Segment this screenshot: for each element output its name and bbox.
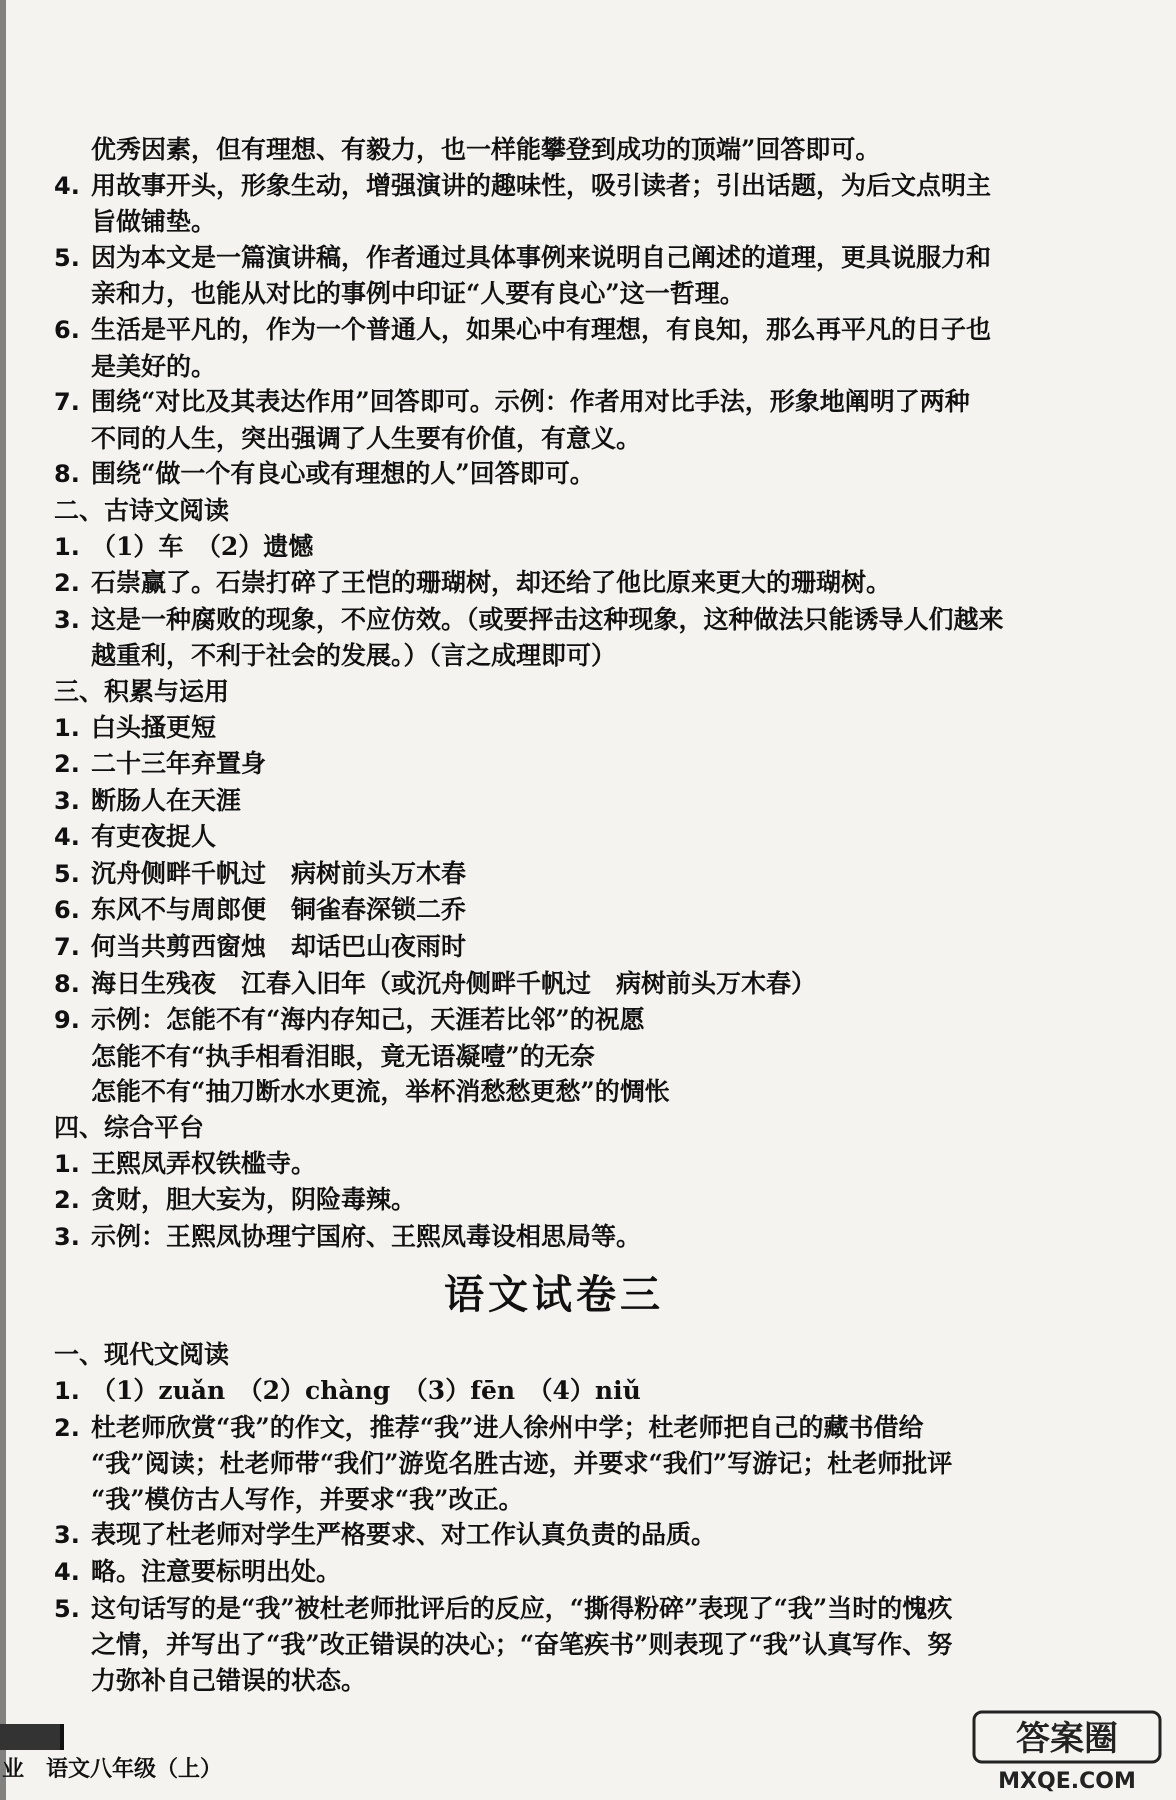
answer-text: 示例：王熙凤协理宁国府、王熙凤毒设相思局等。 bbox=[91, 1221, 642, 1251]
answer-item bbox=[54, 168, 1054, 205]
answer-item bbox=[54, 856, 1054, 893]
answer-line-continuation bbox=[54, 638, 1054, 674]
answer-line-continuation bbox=[54, 421, 1054, 457]
answer-item bbox=[54, 456, 1054, 493]
answer-text: 优秀因素，但有理想、有毅力，也一样能攀登到成功的顶端”回答即可。 bbox=[91, 135, 881, 164]
answer-line-continuation bbox=[54, 1039, 1054, 1075]
answer-line-continuation bbox=[54, 276, 1054, 312]
answer-text: “我”阅读；杜老师带“我们”游览名胜古迹，并要求“我们”写游记；杜老师批评 bbox=[91, 1449, 953, 1479]
item-number: 2. bbox=[54, 1413, 80, 1442]
item-number: 9. bbox=[54, 1006, 80, 1035]
item-number: 5. bbox=[54, 1594, 80, 1623]
answer-text: 略。注意要标明出处。 bbox=[91, 1556, 342, 1586]
section-heading: 一、现代文阅读 bbox=[54, 1340, 230, 1370]
answer-text: 石崇赢了。石崇打碎了王恺的珊瑚树，却还给了他比原来更大的珊瑚树。 bbox=[91, 568, 892, 598]
answer-text: 白头搔更短 bbox=[91, 712, 217, 742]
answer-text: 王熙凤弄权铁槛寺。 bbox=[91, 1148, 317, 1178]
answer-item bbox=[54, 892, 1054, 929]
item-number: 3. bbox=[54, 786, 80, 815]
watermark-top-text: 答案圈 bbox=[1016, 1719, 1118, 1759]
item-number: 1. bbox=[54, 1377, 80, 1405]
item-number: 1. bbox=[54, 713, 80, 742]
answer-line-continuation bbox=[54, 1482, 1054, 1518]
item-number: 6. bbox=[54, 315, 80, 344]
answers-exam-three bbox=[54, 1337, 1054, 1698]
item-number: 8. bbox=[54, 969, 80, 998]
item-number: 2. bbox=[54, 569, 80, 598]
item-number: 3. bbox=[54, 1222, 80, 1251]
item-number: 2. bbox=[54, 750, 80, 779]
page-shadow-edge bbox=[0, 0, 6, 1800]
item-number: 3. bbox=[54, 605, 80, 634]
item-number: 4. bbox=[54, 171, 80, 200]
page-number-block bbox=[0, 1724, 64, 1750]
answer-text: “我”模仿古人写作，并要求“我”改正。 bbox=[91, 1484, 524, 1514]
answer-text: 海日生残夜 江春入旧年（或沉舟侧畔千帆过 病树前头万木春） bbox=[91, 968, 817, 998]
answer-item bbox=[54, 240, 1054, 277]
answer-text: 何当共剪西窗烛 却话巴山夜雨时 bbox=[91, 932, 467, 962]
answer-item bbox=[54, 1219, 1054, 1256]
answer-text: 有吏夜捉人 bbox=[91, 822, 217, 852]
answer-text: 怎能不有“抽刀断水水更流，举杯消愁愁更愁”的惆怅 bbox=[91, 1077, 670, 1107]
item-number: 8. bbox=[54, 460, 80, 489]
answers-exam-two bbox=[54, 132, 1054, 1255]
answer-line-continuation bbox=[54, 349, 1054, 385]
answer-text: 用故事开头，形象生动，增强演讲的趣味性，吸引读者；引出话题，为后文点明主 bbox=[91, 170, 992, 200]
answer-text: 之情，并写出了“我”改正错误的决心；“奋笔疾书”则表现了“我”认真写作、努 bbox=[91, 1630, 953, 1660]
item-number: 2. bbox=[54, 1186, 80, 1215]
footer-label: 业 语文八年级（上） bbox=[2, 1756, 223, 1782]
answer-text: （1）车 （2）遗憾 bbox=[91, 531, 314, 561]
answer-content bbox=[54, 132, 1054, 1698]
answer-text: 力弥补自己错误的状态。 bbox=[91, 1665, 367, 1695]
item-number: 6. bbox=[54, 896, 80, 925]
answer-item bbox=[54, 1182, 1054, 1219]
item-number: 1. bbox=[54, 1149, 80, 1178]
answer-item bbox=[54, 1517, 1054, 1554]
answer-item bbox=[54, 602, 1054, 639]
answer-line-continuation bbox=[54, 1663, 1054, 1699]
exam-title: 语文试卷三 bbox=[444, 1271, 664, 1319]
item-number: 4. bbox=[54, 823, 80, 852]
item-number: 4. bbox=[54, 1557, 80, 1586]
section-heading: 四、综合平台 bbox=[54, 1113, 205, 1143]
answer-item bbox=[54, 783, 1054, 820]
answer-line-continuation bbox=[54, 1627, 1054, 1663]
watermark-logo bbox=[972, 1708, 1162, 1794]
answer-text: 沉舟侧畔千帆过 病树前头万木春 bbox=[91, 858, 467, 888]
answer-text: 二十三年弃置身 bbox=[91, 749, 267, 779]
answer-item bbox=[54, 1373, 1054, 1410]
answer-item bbox=[54, 1146, 1054, 1183]
answer-text: 围绕“做一个有良心或有理想的人”回答即可。 bbox=[91, 459, 595, 489]
answer-text: 杜老师欣赏“我”的作文，推荐“我”进人徐州中学；杜老师把自己的藏书借给 bbox=[91, 1412, 924, 1442]
answer-text: 越重利，不利于社会的发展。）（言之成理即可） bbox=[91, 641, 617, 671]
answer-line-continuation bbox=[54, 132, 1054, 168]
answer-text: 是美好的。 bbox=[91, 351, 217, 381]
answer-text: 亲和力，也能从对比的事例中印证“人要有良心”这一哲理。 bbox=[91, 279, 745, 309]
answer-text: （1）zuǎn （2）chàng （3）fēn （4）niǔ bbox=[91, 1376, 641, 1405]
answer-text: 表现了杜老师对学生严格要求、对工作认真负责的品质。 bbox=[91, 1520, 717, 1550]
answer-item bbox=[54, 1591, 1054, 1628]
answer-item bbox=[54, 1410, 1054, 1447]
item-number: 1. bbox=[54, 532, 80, 561]
answer-text: 围绕“对比及其表达作用”回答即可。示例：作者用对比手法，形象地阐明了两种 bbox=[91, 387, 970, 417]
answer-item bbox=[54, 529, 1054, 566]
item-number: 7. bbox=[54, 388, 80, 417]
answer-line-continuation bbox=[54, 204, 1054, 240]
item-number: 5. bbox=[54, 243, 80, 272]
answer-line-continuation bbox=[54, 1446, 1054, 1482]
answer-item bbox=[54, 746, 1054, 783]
item-number: 5. bbox=[54, 859, 80, 888]
section-heading: 三、积累与运用 bbox=[54, 676, 230, 706]
answer-text: 不同的人生，突出强调了人生要有价值，有意义。 bbox=[91, 423, 642, 453]
item-number: 3. bbox=[54, 1521, 80, 1550]
answer-item bbox=[54, 312, 1054, 349]
answer-text: 这是一种腐败的现象，不应仿效。（或要抨击这种现象，这种做法只能诱导人们越来 bbox=[91, 604, 1004, 634]
answer-text: 贪财，胆大妄为，阴险毒辣。 bbox=[91, 1185, 417, 1215]
answer-item bbox=[54, 384, 1054, 421]
answer-text: 生活是平凡的，作为一个普通人，如果心中有理想，有良知，那么再平凡的日子也 bbox=[91, 314, 992, 344]
item-number: 7. bbox=[54, 933, 80, 962]
answer-item bbox=[54, 929, 1054, 966]
watermark-bottom-text: MXQE.COM bbox=[998, 1769, 1136, 1794]
answer-item bbox=[54, 1002, 1054, 1039]
answer-text: 东风不与周郎便 铜雀春深锁二乔 bbox=[91, 895, 467, 925]
section-heading: 二、古诗文阅读 bbox=[54, 495, 230, 525]
answer-item bbox=[54, 1554, 1054, 1591]
answer-text: 断肠人在天涯 bbox=[91, 785, 242, 815]
answer-text: 怎能不有“执手相看泪眼，竟无语凝噎”的无奈 bbox=[91, 1041, 595, 1071]
answer-text: 因为本文是一篇演讲稿，作者通过具体事例来说明自己阐述的道理，更具说服力和 bbox=[91, 242, 992, 272]
answer-item bbox=[54, 966, 1054, 1003]
answer-item bbox=[54, 819, 1054, 856]
answer-item bbox=[54, 710, 1054, 747]
answer-line-continuation bbox=[54, 1074, 1054, 1110]
answer-text: 这句话写的是“我”被杜老师批评后的反应，“撕得粉碎”表现了“我”当时的愧疚 bbox=[91, 1593, 953, 1623]
answer-text: 示例：怎能不有“海内存知己，天涯若比邻”的祝愿 bbox=[91, 1005, 645, 1035]
answer-text: 旨做铺垫。 bbox=[91, 207, 217, 237]
answer-item bbox=[54, 565, 1054, 602]
